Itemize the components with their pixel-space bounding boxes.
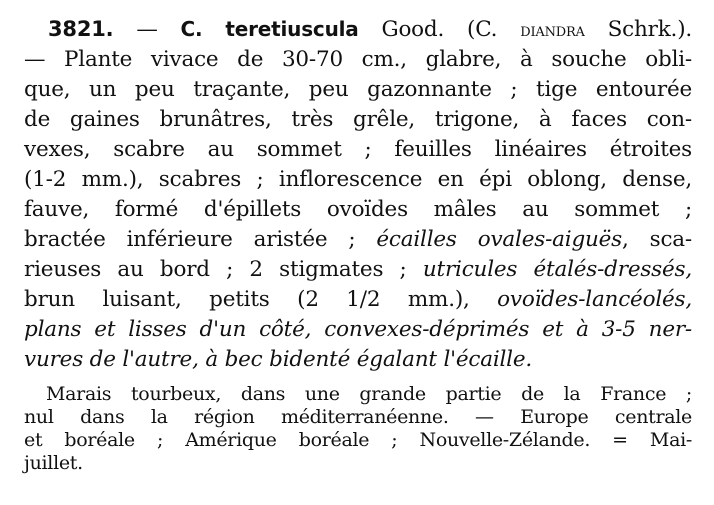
- description-line: vexes, scabre au sommet ; feuilles linéaires étroites: [24, 137, 692, 162]
- description-italic-text: utricules étalés-dressés,: [422, 257, 693, 282]
- habitat-line: nul dans la région méditerranéenne. — Europe centrale: [24, 406, 692, 428]
- description-text: rieuses au bord ; 2 stigmates ;: [24, 257, 423, 282]
- synonym-name: diandra: [520, 19, 585, 41]
- description-line: [24, 225, 692, 255]
- description-line: — Plante vivace de 30-70 cm., glabre, à souche obli-: [24, 47, 692, 72]
- species-author: Good. (C.: [358, 17, 521, 42]
- species-description: [24, 14, 692, 375]
- habitat-line: et boréale ; Amérique boréale ; Nouvelle-Zélande. = Mai-: [24, 429, 692, 451]
- habitat-line: juillet.: [24, 452, 83, 474]
- description-line: que, un peu traçante, peu gazonnante ; tige entourée: [24, 77, 692, 102]
- description-line: fauve, formé d'épillets ovoïdes mâles au sommet ;: [24, 197, 692, 222]
- description-text: bractée inférieure aristée ;: [24, 227, 377, 252]
- heading-dash: —: [113, 17, 181, 42]
- description-line: de gaines brunâtres, très grêle, trigone, à faces con-: [24, 107, 692, 132]
- synonym-author: Schrk.).: [584, 17, 693, 42]
- description-italic-text: écailles ovales-aiguës: [376, 227, 623, 252]
- description-line: vures de l'autre, à bec bidenté égalant l'écaille.: [24, 347, 533, 372]
- habitat-distribution: [24, 383, 692, 475]
- description-line: [24, 285, 692, 315]
- entry-number: 3821.: [48, 17, 114, 41]
- species-name: C. teretiuscula: [180, 17, 359, 41]
- document-page: [24, 14, 692, 475]
- description-italic-text: ovoïdes-lancéolés,: [497, 287, 692, 312]
- description-text: , sca-: [622, 227, 692, 252]
- entry-heading-line: [24, 14, 692, 45]
- description-text: brun luisant, petits (2 1/2 mm.),: [24, 287, 498, 312]
- habitat-line: Marais tourbeux, dans une grande partie de la France ;: [46, 383, 692, 405]
- description-line: plans et lisses d'un côté, convexes-déprimés et à 3-5 ner-: [24, 317, 692, 342]
- description-line: (1-2 mm.), scabres ; inflorescence en épi oblong, dense,: [24, 167, 692, 192]
- description-line: [24, 255, 692, 285]
